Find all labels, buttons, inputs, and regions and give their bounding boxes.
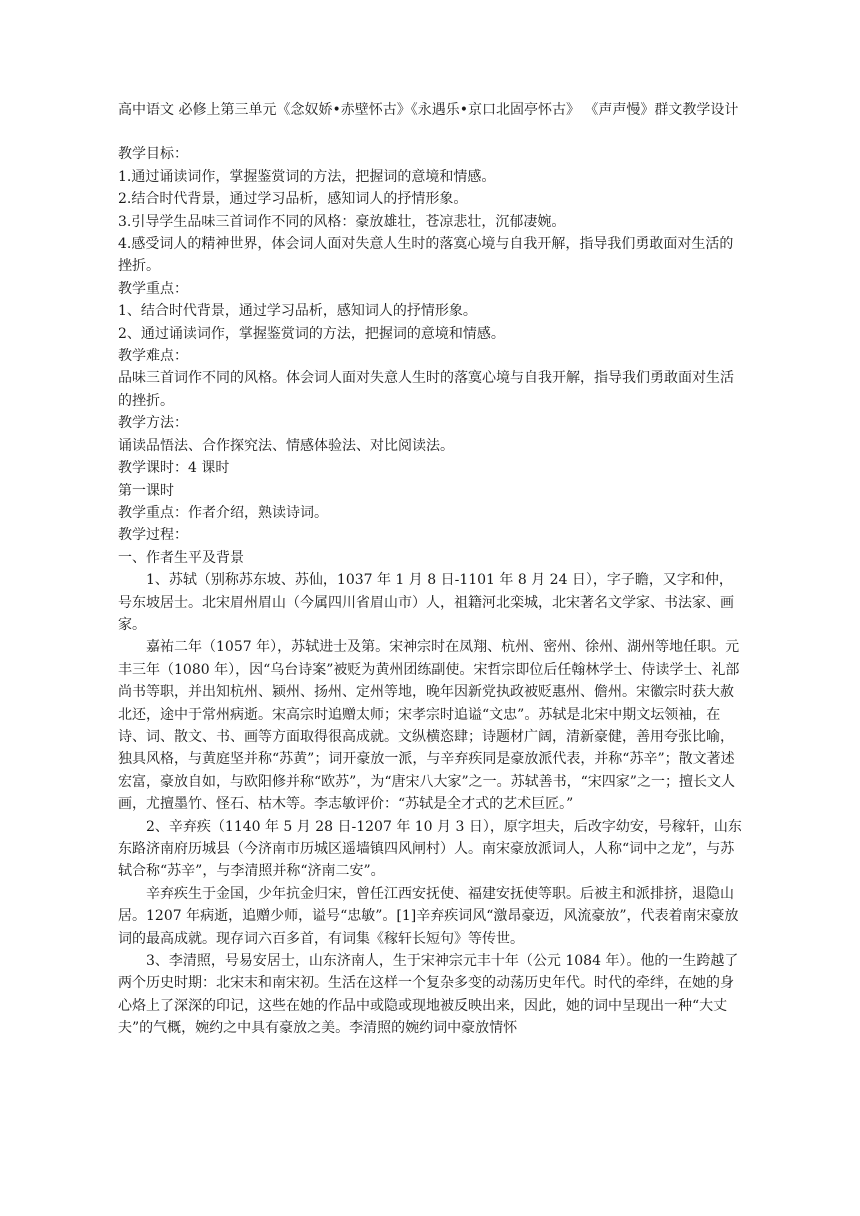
- body-paragraph: 2、辛弃疾（1140 年 5 月 28 日-1207 年 10 月 3 日），原字坦夫，后改字幼安，号稼轩，山东东路济南府历城县（今济南市历城区遥墙镇四风闸村）人。南宋豪放派词人，人称“词中之龙”，与苏轼合称“苏辛”，与李清照并称“济南二安”。: [118, 818, 742, 880]
- objective-item: 2.结合时代背景，通过学习品析，感知词人的抒情形象。: [118, 191, 468, 208]
- lesson-focus: 教学重点：作者介绍，熟读诗词。: [118, 504, 328, 521]
- teaching-hours: 教学课时：4 课时: [118, 460, 230, 477]
- process-heading: 教学过程：: [118, 527, 188, 544]
- difficulties-text: 品味三首词作不同的风格。体会词人面对失意人生时的落寞心境与自我开解，指导我们勇敢面对生活的挫折。: [118, 370, 734, 409]
- body-paragraph: 嘉祐二年（1057 年），苏轼进士及第。宋神宗时在凤翔、杭州、密州、徐州、湖州等地任职。元丰三年（1080 年），因“乌台诗案”被贬为黄州团练副使。宋哲宗即位后任翰林学士、侍读学士、礼部尚书等职，并出知杭州、颍州、扬州、定州等地，晚年因新党执政被贬惠州、儋州。宋徽宗时获大赦北还，途中于常州病逝。宋高宗时追赠太师；宋孝宗时追谥“文忠”。苏轼是北宋中期文坛领袖，在诗、词、散文、书、画等方面取得很高成就。文纵横恣肆；诗题材广阔，清新豪健，善用夸张比喻，独具风格，与黄庭坚并称“苏黄”；词开豪放一派，与辛弃疾同是豪放派代表，并称“苏辛”；散文著述宏富，豪放自如，与欧阳修并称“欧苏”，为“唐宋八大家”之一。苏轼善书，“宋四家”之一；擅长文人画，尤擅墨竹、怪石、枯木等。李志敏评价：“苏轼是全才式的艺术巨匠。”: [118, 639, 740, 813]
- objective-item: 3.引导学生品味三首词作不同的风格：豪放雄壮，苍凉悲壮，沉郁凄婉。: [118, 213, 566, 230]
- methods-text: 诵读品悟法、合作探究法、情感体验法、对比阅读法。: [118, 437, 454, 454]
- difficulties-heading: 教学难点：: [118, 348, 188, 365]
- body-paragraph: 3、李清照，号易安居士，山东济南人，生于宋神宗元丰十年（公元 1084 年）。他的一生跨越了两个历史时期：北宋末和南宋初。生活在这样一个复杂多变的动荡历史年代。时代的牵绊，在她的身心烙上了深深的印记，这些在她的作品中或隐或现地被反映出来，因此，她的词中呈现出一种“大丈夫”的气概，婉约之中具有豪放之美。李清照的婉约词中豪放情怀: [118, 953, 739, 1037]
- section-heading: 一、作者生平及背景: [118, 549, 244, 566]
- objective-item: 1.通过诵读词作，掌握鉴赏词的方法，把握词的意境和情感。: [118, 168, 496, 185]
- key-point-item: 2、通过诵读词作，掌握鉴赏词的方法，把握词的意境和情感。: [118, 325, 505, 342]
- lesson-label: 第一课时: [118, 482, 174, 499]
- body-paragraph: 1、苏轼（别称苏东坡、苏仙，1037 年 1 月 8 日-1101 年 8 月 24 日），字子瞻，又字和仲，号东坡居士。北宋眉州眉山（今属四川省眉山市）人，祖籍河北栾城，北宋著名文学家、书法家、画家。: [118, 572, 734, 633]
- document-body: [118, 99, 742, 1040]
- key-points-heading: 教学重点：: [118, 280, 188, 297]
- key-point-item: 1、结合时代背景，通过学习品析，感知词人的抒情形象。: [118, 303, 477, 320]
- body-paragraph: 辛弃疾生于金国，少年抗金归宋，曾任江西安抚使、福建安抚使等职。后被主和派排挤，退隐山居。1207 年病逝，追赠少师，谥号“忠敏”。[1]辛弃疾词风“激昂豪迈，风流豪放”，代表着南宋豪放词的最高成就。现存词六百多首，有词集《稼轩长短句》等传世。: [118, 885, 739, 947]
- objectives-heading: 教学目标：: [118, 146, 188, 163]
- objective-item: 4.感受词人的精神世界，体会词人面对失意人生时的落寞心境与自我开解，指导我们勇敢面对生活的挫折。: [118, 236, 734, 275]
- methods-heading: 教学方法：: [118, 415, 188, 432]
- document-title: 高中语文 必修上第三单元《念奴娇•赤壁怀古》《永遇乐•京口北固亭怀古》 《声声慢》群文教学设计: [118, 102, 739, 118]
